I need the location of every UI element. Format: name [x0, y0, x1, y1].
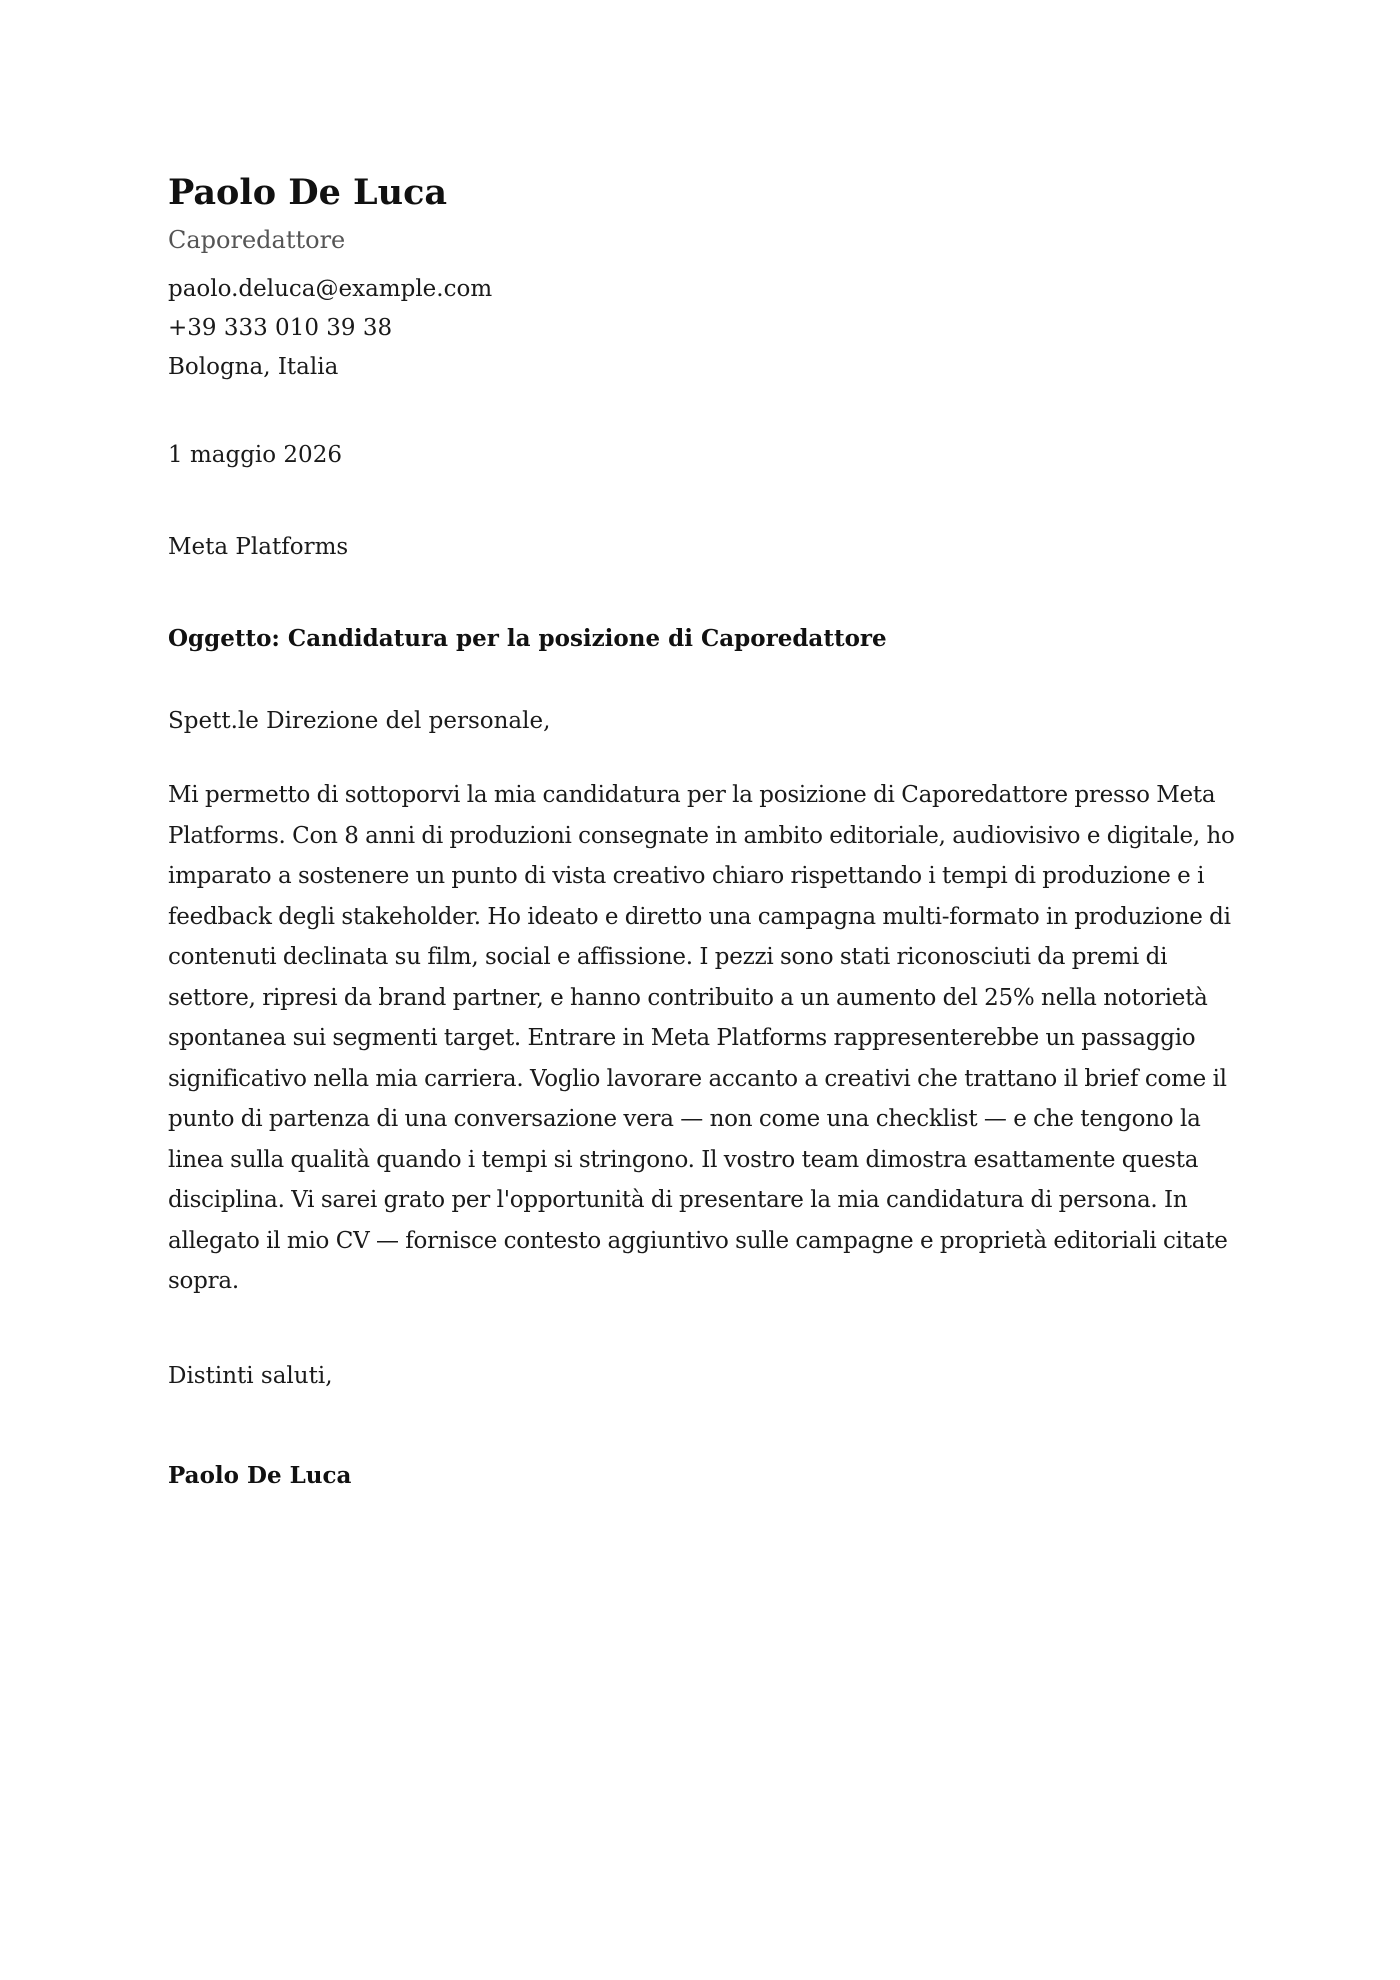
contact-block [168, 270, 1238, 387]
closing: Distinti saluti, [168, 1362, 333, 1389]
letter-date: 1 maggio 2026 [168, 442, 342, 468]
salutation: Spett.le Direzione del personale, [168, 708, 551, 734]
body-paragraph: Mi permetto di sottoporvi la mia candidatura per la posizione di Caporedattore presso Meta Platforms. Con 8 anni di produzioni consegnate in ambito editoriale, audiovisivo e digitale, ho imparato a sostenere un punto di vista creativo chiaro rispettando i tempi di produzione e i feedback degli stakeholder. Ho ideato e diretto una campagna multi-formato in produzione di contenuti declinata su film, social e affissione. I pezzi sono stati riconosciuti da premi di settore, ripresi da brand partner, e hanno contribuito a un aumento del 25% nella notorietà spontanea sui segmenti target. Entrare in Meta Platforms rappresenterebbe un passaggio significativo nella mia carriera. Voglio lavorare accanto a creativi che trattano il brief come il punto di partenza di una conversazione vera — non come una checklist — e che tengono la linea sulla qualità quando i tempi si stringono. Il vostro team dimostra esattamente questa disciplina. Vi sarei grato per l'opportunità di presentare la mia candidatura di persona. In allegato il mio CV — fornisce contesto aggiuntivo sulle campagne e proprietà editoriali citate sopra. [168, 782, 1235, 1294]
sender-title: Caporedattore [168, 226, 346, 254]
sender-email: paolo.deluca@example.com [168, 276, 493, 302]
sender-phone: +39 333 010 39 38 [168, 315, 393, 341]
sender-location: Bologna, Italia [168, 354, 339, 380]
sender-name: Paolo De Luca [168, 172, 448, 213]
recipient: Meta Platforms [168, 534, 349, 560]
cover-letter [168, 168, 1238, 1492]
subject-line: Oggetto: Candidatura per la posizione di Caporedattore [168, 625, 887, 652]
signature: Paolo De Luca [168, 1461, 352, 1489]
